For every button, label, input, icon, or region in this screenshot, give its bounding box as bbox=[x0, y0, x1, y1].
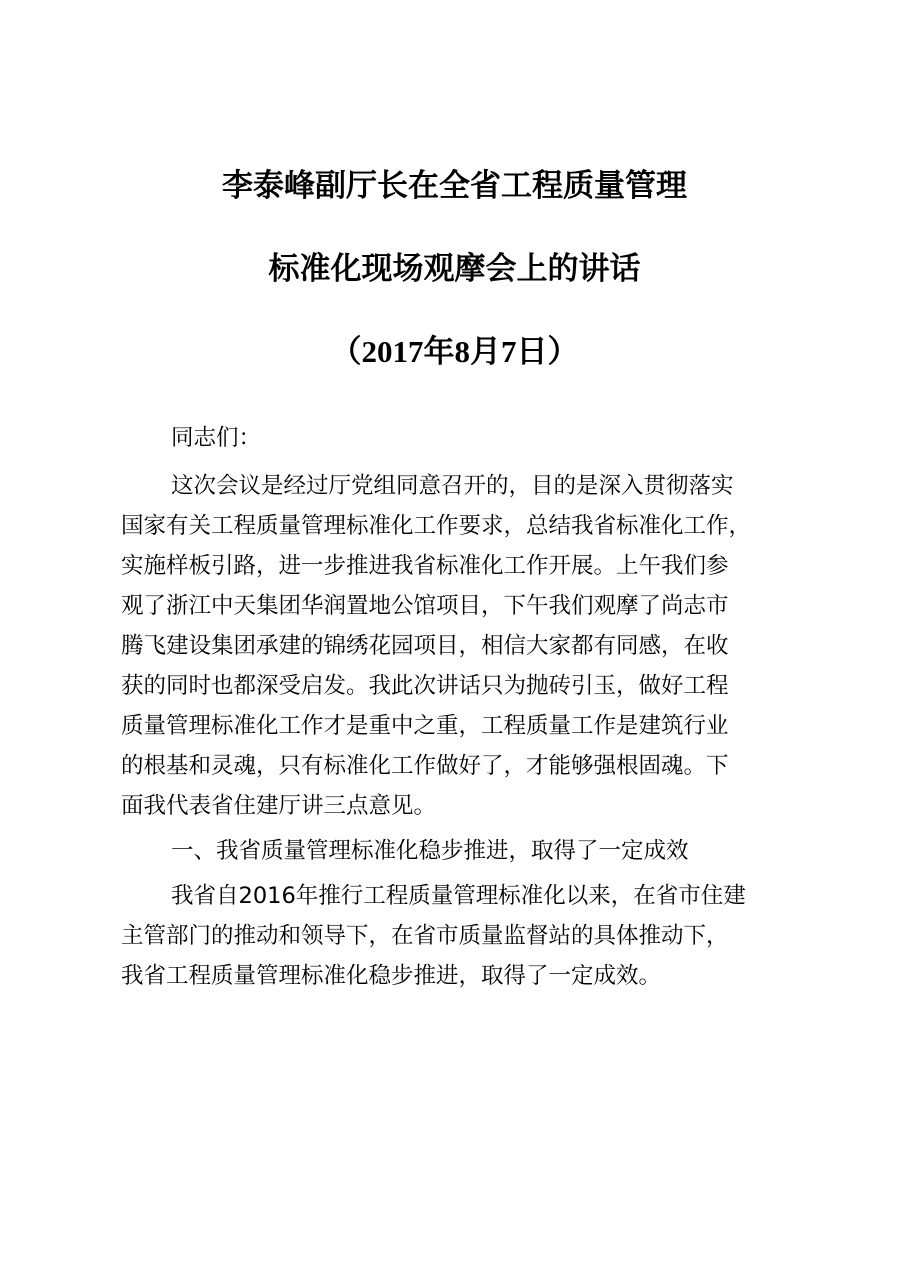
paragraph-line: 质量管理标准化工作才是重中之重，工程质量工作是建筑行业 bbox=[121, 713, 729, 739]
spacer bbox=[121, 458, 807, 466]
paragraph-line: 获的同时也都深受启发。我此次讲话只为抛砖引玉，做好工程 bbox=[121, 673, 729, 699]
document-body bbox=[121, 418, 807, 996]
paragraph-line: 国家有关工程质量管理标准化工作要求，总结我省标准化工作， bbox=[121, 513, 752, 539]
paragraph-line: 我省自2016年推行工程质量管理标准化以来，在省市住建 bbox=[171, 883, 746, 909]
title-line-2: 标准化现场观摩会上的讲话 bbox=[268, 251, 641, 287]
paragraph-1 bbox=[121, 466, 807, 826]
paragraph-line: 的根基和灵魂，只有标准化工作做好了，才能够强根固魂。下 bbox=[121, 753, 729, 779]
salutation: 同志们： bbox=[171, 425, 262, 451]
paragraph-line: 主管部门的推动和领导下，在省市质量监督站的具体推动下， bbox=[121, 923, 729, 949]
paragraph-line: 面我代表省住建厅讲三点意见。 bbox=[121, 793, 437, 819]
section-heading: 一、我省质量管理标准化稳步推进，取得了一定成效 bbox=[171, 838, 689, 864]
paragraph-line: 腾飞建设集团承建的锦绣花园项目，相信大家都有同感，在收 bbox=[121, 633, 729, 659]
paragraph-line: 我省工程质量管理标准化稳步推进，取得了一定成效。 bbox=[121, 963, 662, 989]
paragraph-line: 这次会议是经过厅党组同意召开的，目的是深入贯彻落实 bbox=[171, 473, 734, 499]
title-date: （2017年8月7日） bbox=[330, 334, 579, 369]
paragraph-line: 观了浙江中天集团华润置地公馆项目，下午我们观摩了尚志市 bbox=[121, 593, 729, 619]
title-line-1: 李泰峰副厅长在全省工程质量管理 bbox=[222, 168, 687, 204]
paragraph-line: 实施样板引路，进一步推进我省标准化工作开展。上午我们参 bbox=[121, 553, 729, 579]
paragraph-2 bbox=[121, 876, 807, 996]
